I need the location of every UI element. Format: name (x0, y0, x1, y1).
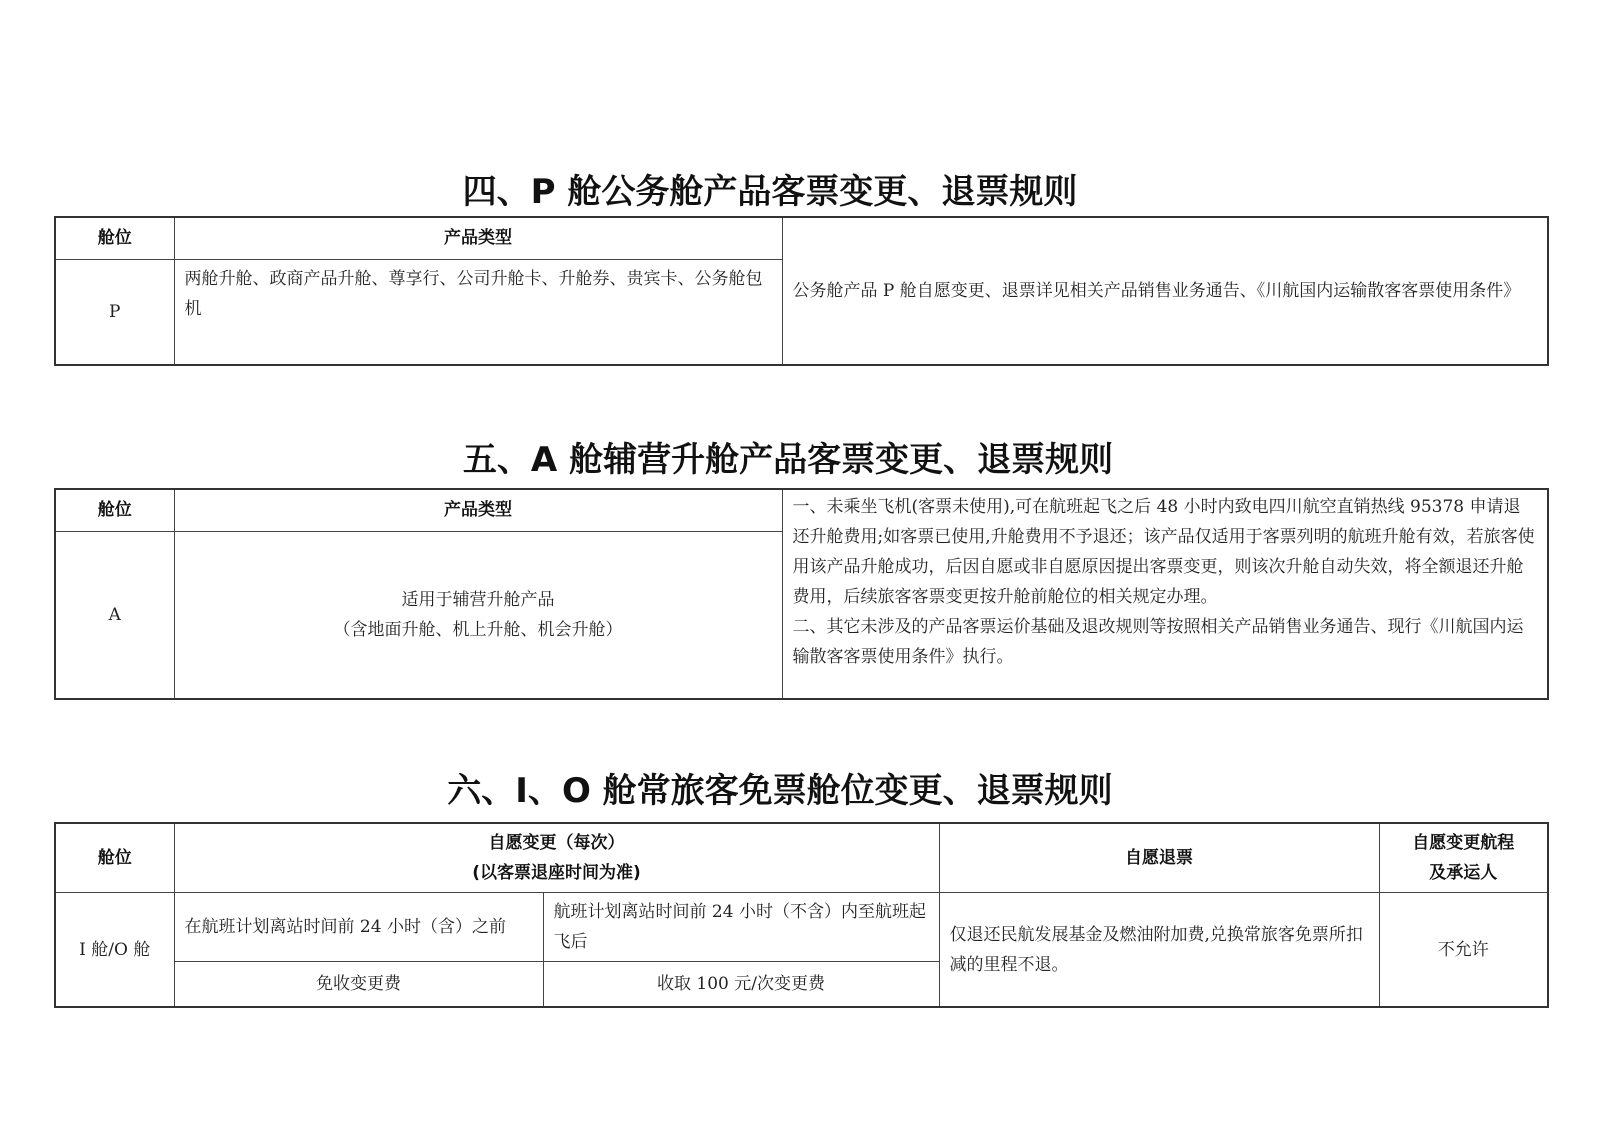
product-type-line-two: （含地面升舱、机上升舱、机会升舱） (333, 619, 623, 640)
voluntary-refund-header: 自愿退票 (939, 823, 1379, 893)
rule-text (782, 489, 1548, 699)
section-six-table (54, 822, 1549, 1008)
cabin-value: P (55, 259, 174, 365)
rule-paragraph-one: 一、未乘坐飞机(客票未使用),可在航班起飞之后 48 小时内致电四川航空直销热线 95378 申请退还升舱费用;如客票已使用,升舱费用不予退还；该产品仅适用于客票列明的航班升舱有效，若旅客使用该产品升舱成功，后因自愿或非自愿原因提出客票变更，则该次升舱自动失效，将全额退还升舱费用，后续旅客客票变更按升舱前舱位的相关规定办理。 (792, 497, 1535, 607)
section-five-table (54, 488, 1549, 700)
product-type-line-one: 适用于辅营升舱产品 (401, 589, 555, 610)
cabin-header: 舱位 (55, 217, 174, 259)
section-four-table (54, 216, 1549, 366)
voluntary-change-header (174, 823, 939, 893)
voluntary-change-header-line-two: (以客票退座时间为准) (472, 863, 641, 883)
voluntary-change-header-line-one: 自愿变更（每次） (488, 833, 625, 853)
route-carrier-rule: 不允许 (1379, 893, 1548, 1008)
route-carrier-change-header (1379, 823, 1548, 893)
product-type-header: 产品类型 (174, 217, 782, 259)
product-type-value: 两舱升舱、政商产品升舱、尊享行、公司升舱卡、升舱券、贵宾卡、公务舱包机 (174, 259, 782, 365)
route-carrier-header-line-two: 及承运人 (1429, 863, 1498, 883)
cabin-value: A (55, 531, 174, 699)
fee-within-24h: 收取 100 元/次变更费 (543, 962, 939, 1008)
cabin-header: 舱位 (55, 823, 174, 893)
product-type-header: 产品类型 (174, 489, 782, 531)
route-carrier-header-line-one: 自愿变更航程 (1412, 833, 1515, 853)
rule-text: 公务舱产品 P 舱自愿变更、退票详见相关产品销售业务通告、《川航国内运输散客客票使用条件》 (782, 217, 1548, 365)
fee-before-24h: 免收变更费 (174, 962, 543, 1008)
condition-before-24h: 在航班计划离站时间前 24 小时（含）之前 (174, 893, 543, 962)
section-six-title: 六、I、O 舱常旅客免票舱位变更、退票规则 (447, 771, 1113, 811)
condition-within-24h: 航班计划离站时间前 24 小时（不含）内至航班起飞后 (543, 893, 939, 962)
section-four-title: 四、P 舱公务舱产品客票变更、退票规则 (462, 172, 1078, 212)
section-five-title: 五、A 舱辅营升舱产品客票变更、退票规则 (462, 440, 1114, 480)
cabin-value: I 舱/O 舱 (55, 893, 174, 1008)
refund-rule: 仅退还民航发展基金及燃油附加费,兑换常旅客免票所扣减的里程不退。 (939, 893, 1379, 1008)
cabin-header: 舱位 (55, 489, 174, 531)
product-type-value (174, 531, 782, 699)
rule-paragraph-two: 二、其它未涉及的产品客票运价基础及退改规则等按照相关产品销售业务通告、现行《川航国内运输散客客票使用条件》执行。 (792, 617, 1524, 667)
